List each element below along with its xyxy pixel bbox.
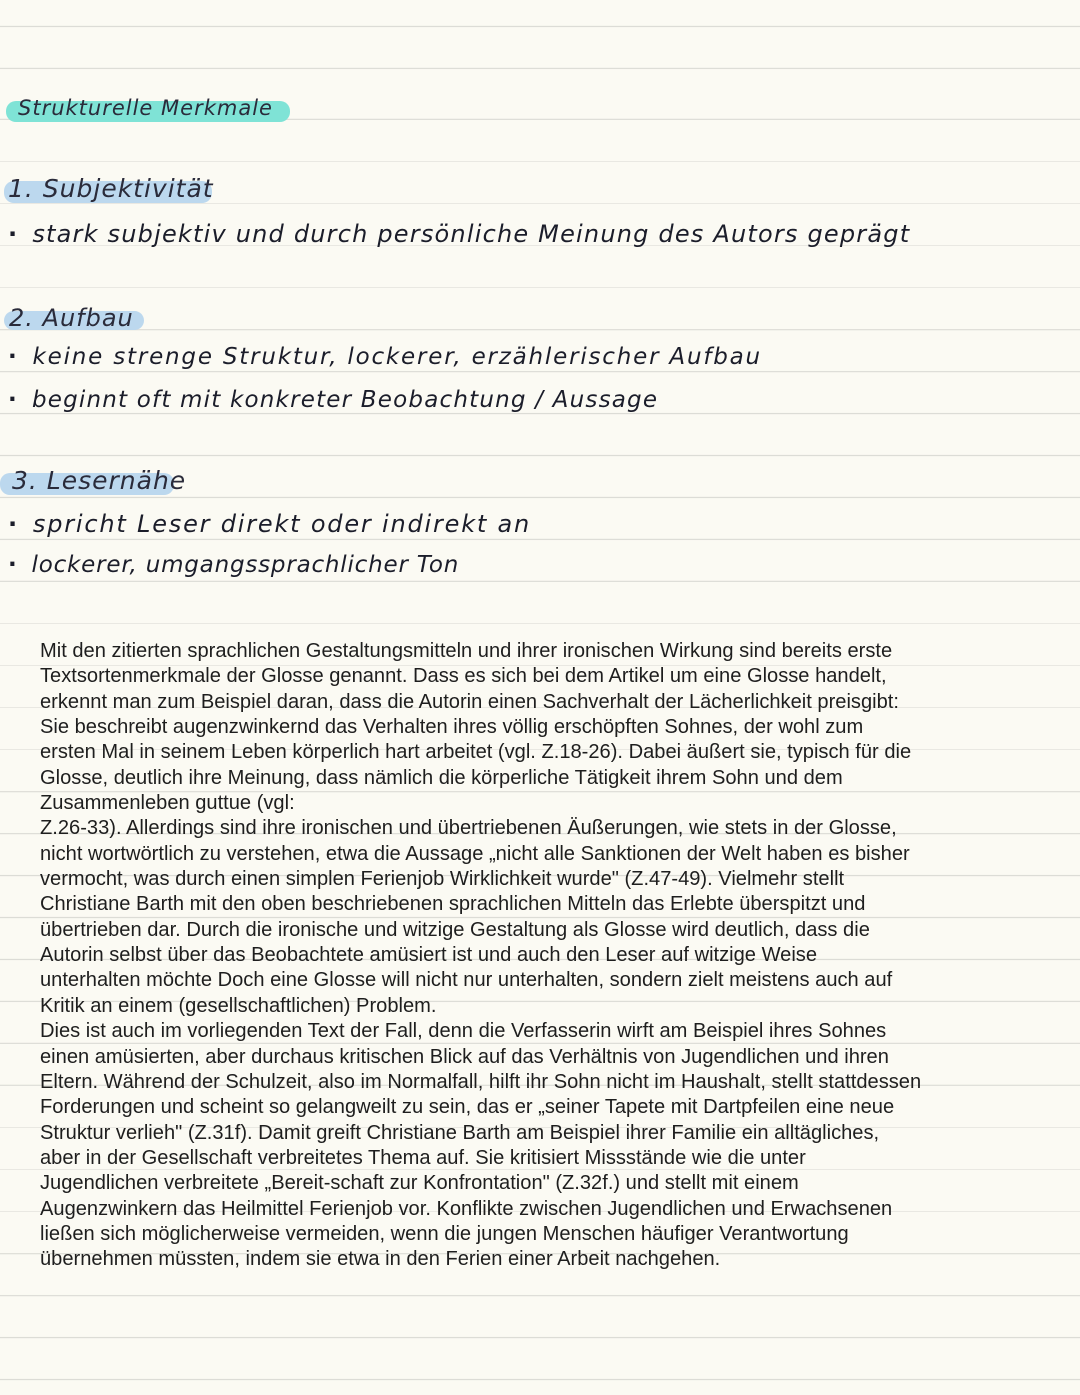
section-3-bullet-2: · lockerer, umgangssprachlicher Ton (8, 552, 460, 578)
bullet-text: beginnt oft mit konkreter Beobachtung / Aussage (31, 387, 659, 413)
bullet-text: keine strenge Struktur, lockerer, erzählerischer Aufbau (32, 344, 762, 370)
notes-heading: Strukturelle Merkmale (18, 96, 273, 120)
section-3-title: 3. Lesernähe (12, 466, 187, 495)
bullet-text: spricht Leser direkt oder indirekt an (32, 510, 532, 538)
essay-paragraph: Mit den zitierten sprachlichen Gestaltungsmitteln und ihrer ironischen Wirkung sind bereits erste Textsortenmerkmale der Glosse genannt. Dass es sich bei dem Artikel um eine Glosse handelt, erkennt man zum Beispiel daran, dass die Autorin einen Sachverhalt der Lächerlichkeit preisgibt: Sie beschreibt augenzwinkernd das Verhalten ihres völlig erschöpften Sohnes, der wohl zum ersten Mal in seinem Leben körperlich hart arbeitet (vgl. Z.18-26). Dabei äußert sie, typisch für die Glosse, deutlich ihre Meinung, dass nämlich die körperliche Tätigkeit ihrem Sohn und dem Zusammenleben guttue (vgl: Z.26-33). Allerdings sind ihre ironischen und übertriebenen Äußerungen, wie stets in der Glosse, nicht wortwörtlich zu verstehen, etwa die Aussage „nicht alle Sanktionen der Welt haben es bisher vermocht, was durch einen simplen Ferienjob Wirklichkeit wurde" (Z.47-49). Vielmehr stellt Christiane Barth mit den oben beschriebenen sprachlichen Mitteln das Erlebte überspitzt und übertrieben dar. Durch die ironische und witzige Gestaltung als Glosse wird deutlich, dass die Autorin selbst über das Beobachtete amüsiert ist und auch den Leser auf witzige Weise unterhalten möchte Doch eine Glosse will nicht nur unterhalten, sondern zielt meistens auch auf Kritik an einem (gesellschaftlichen) Problem. Dies ist auch im vorliegenden Text der Fall, denn die Verfasserin wirft am Beispiel ihres Sohnes einen amüsierten, aber durchaus kritischen Blick auf das Verhältnis von Jugendlichen und ihren Eltern. Während der Schulzeit, also im Normalfall, hilft ihr Sohn nicht im Haushalt, stellt stattdessen Forderungen und scheint so gelangweilt zu sein, das er „seiner Tapete mit Dartpfeilen eine neue Struktur verlieh" (Z.31f). Damit greift Christiane Barth am Beispiel ihrer Familie ein alltägliches, aber in der Gesellschaft verbreitetes Thema auf. Sie kritisiert Missstände wie die unter Jugendlichen verbreitete „Bereit-schaft zur Konfrontation" (Z.32f.) und stellt mit einem Augenzwinkern das Heilmittel Ferienjob vor. Konflikte zwischen Jugendlichen und Erwachsenen ließen sich möglicherweise vermeiden, wenn die jungen Menschen häufiger Verantwortung übernehmen müssten, indem sie etwa in den Ferien einer Arbeit nachgehen. (40, 640, 922, 1271)
bullet-text: lockerer, umgangssprachlicher Ton (31, 552, 460, 578)
section-2-title: 2. Aufbau (9, 304, 134, 332)
bullet-text: stark subjektiv und durch persönliche Meinung des Autors geprägt (32, 220, 911, 248)
section-2-bullet-1: · keine strenge Struktur, lockerer, erzählerischer Aufbau (8, 344, 762, 370)
section-1-title: 1. Subjektivität (8, 174, 214, 203)
section-3-bullet-1: · spricht Leser direkt oder indirekt an (8, 510, 532, 538)
section-2-bullet-2: · beginnt oft mit konkreter Beobachtung / Aussage (8, 387, 659, 413)
section-1-bullet-1: · stark subjektiv und durch persönliche Meinung des Autors geprägt (8, 220, 911, 248)
